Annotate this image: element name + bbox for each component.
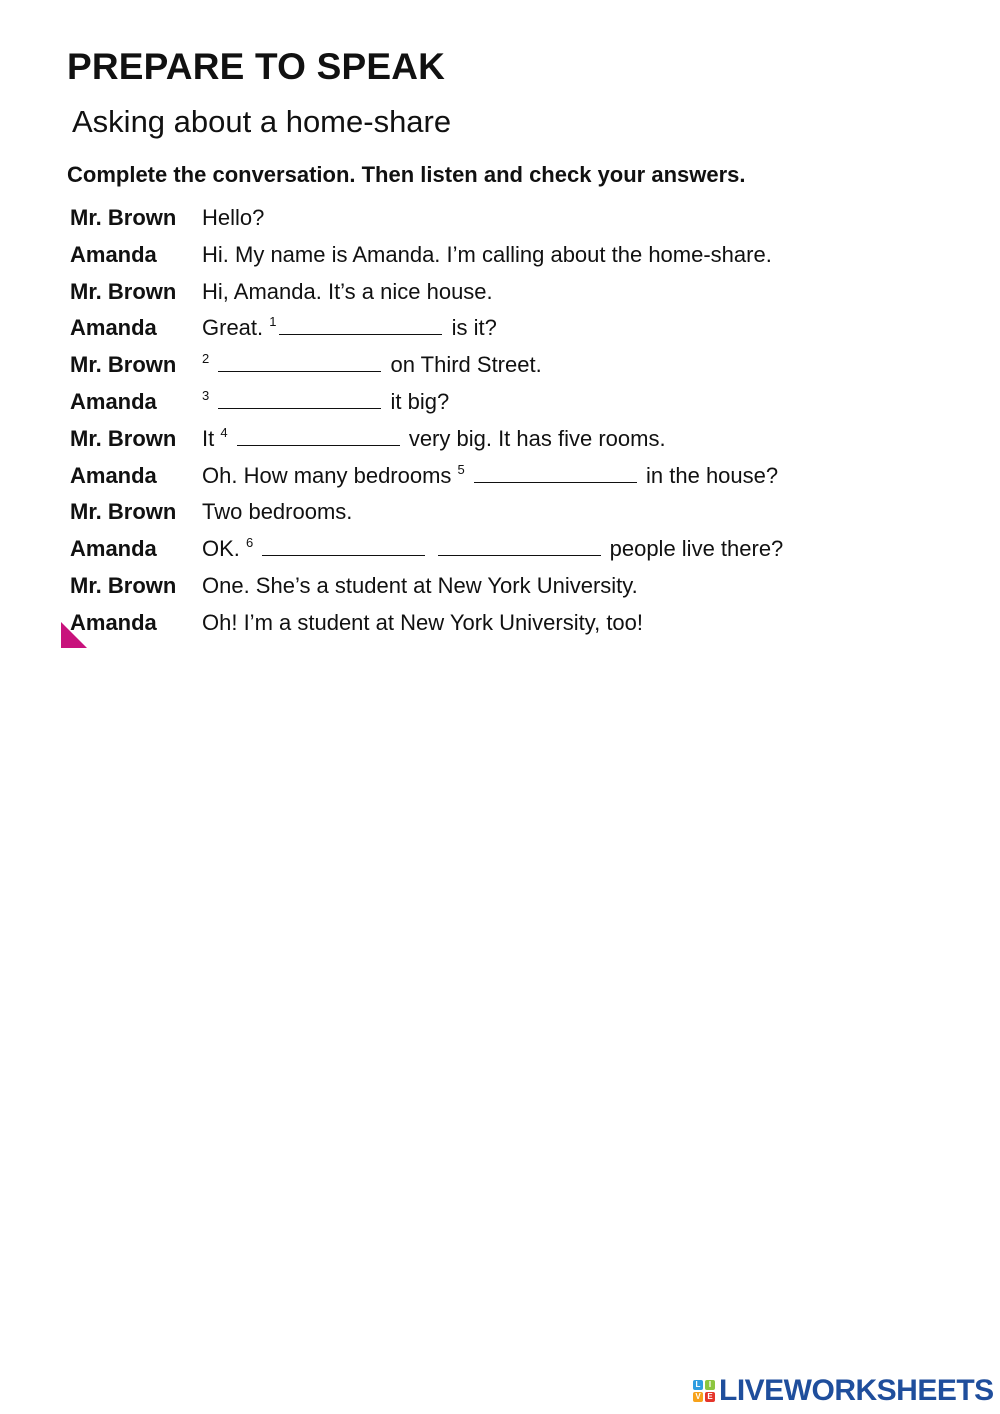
speech-fragment: It	[202, 425, 221, 451]
speaker-name: Mr. Brown	[70, 205, 177, 230]
speech-fragment	[228, 426, 234, 451]
answer-blank-1[interactable]	[279, 318, 442, 335]
dialogue-line	[70, 573, 950, 610]
gap-number: 2	[202, 351, 210, 367]
speech-text	[202, 463, 778, 489]
logo-grid-icon	[693, 1380, 715, 1402]
speaker-name: Mr. Brown	[70, 352, 177, 378]
speech-fragment: Hello?	[202, 205, 265, 230]
dialogue-line	[70, 242, 950, 279]
speaker-name: Mr. Brown	[70, 499, 177, 525]
speech-fragment	[209, 352, 215, 377]
speech-fragment: Hi. My name is Amanda. I’m calling about the home-share.	[202, 241, 772, 267]
gap-number: 3	[202, 387, 210, 403]
speech-fragment	[209, 389, 215, 414]
speech-text	[202, 499, 352, 525]
speaker-name: Amanda	[70, 462, 157, 488]
speech-fragment: Great.	[202, 315, 270, 341]
instruction-text: Complete the conversation. Then listen and check your answers.	[67, 162, 746, 187]
speaker-name: Amanda	[70, 315, 157, 341]
liveworksheets-logo	[693, 1374, 994, 1408]
speech-fragment: Oh! I’m a student at New York University, too!	[202, 609, 644, 635]
logo-square: L	[693, 1380, 703, 1390]
speaker-name: Amanda	[70, 241, 157, 267]
speech-fragment	[253, 536, 259, 561]
speech-text	[202, 426, 666, 452]
speech-text	[202, 536, 783, 562]
speech-fragment: is it?	[445, 315, 497, 341]
dialogue-line	[70, 279, 950, 316]
speech-fragment: Oh. How many bedrooms	[202, 462, 458, 488]
speaker-name: Mr. Brown	[70, 425, 177, 451]
answer-blank-4[interactable]	[237, 429, 400, 446]
speech-fragment: Hi, Amanda. It’s a nice house.	[202, 278, 493, 304]
speaker-name: Amanda	[70, 536, 157, 562]
answer-blank-7[interactable]	[438, 539, 601, 556]
dialogue-line	[70, 315, 950, 352]
dialogue-line	[70, 610, 950, 647]
logo-square: V	[693, 1392, 703, 1402]
speaker-name: Amanda	[70, 388, 157, 414]
speech-fragment: One. She’s a student at New York University.	[202, 572, 638, 598]
gap-number: 5	[457, 461, 465, 477]
gap-number: 4	[220, 424, 228, 440]
dialogue-line	[70, 536, 950, 573]
answer-blank-2[interactable]	[218, 355, 381, 372]
gap-number: 6	[246, 535, 254, 551]
dialogue-line	[70, 499, 950, 536]
answer-blank-5[interactable]	[474, 466, 637, 483]
speech-text	[202, 573, 638, 599]
speech-fragment: OK.	[202, 536, 247, 562]
speech-fragment	[428, 536, 434, 561]
answer-blank-3[interactable]	[218, 392, 381, 409]
page-marker-icon	[61, 622, 87, 648]
answer-blank-6[interactable]	[262, 539, 425, 556]
speech-text	[202, 610, 643, 636]
dialogue-line	[70, 426, 950, 463]
speech-text	[202, 242, 772, 268]
speech-text	[202, 315, 497, 341]
speech-fragment: it big?	[384, 388, 450, 414]
speech-text	[202, 389, 449, 415]
speech-text	[202, 279, 493, 305]
speaker-name: Amanda	[70, 609, 157, 635]
speech-fragment: Two bedrooms.	[202, 499, 353, 525]
logo-text: LIVEWORKSHEETS	[719, 1374, 994, 1407]
speech-fragment: very big. It has five rooms.	[402, 425, 666, 451]
speaker-name: Mr. Brown	[70, 278, 177, 304]
page-subtitle: Asking about a home-share	[72, 104, 452, 139]
speech-text	[202, 352, 542, 378]
logo-square: E	[705, 1392, 715, 1402]
page-title: PREPARE TO SPEAK	[67, 46, 446, 87]
dialogue-line	[70, 205, 950, 242]
dialogue-line	[70, 463, 950, 500]
dialogue-line	[70, 389, 950, 426]
dialogue-list	[70, 205, 950, 647]
logo-square: I	[705, 1380, 715, 1390]
speech-fragment	[465, 463, 471, 488]
gap-number: 1	[269, 314, 277, 330]
speech-fragment: in the house?	[639, 462, 779, 488]
dialogue-line	[70, 352, 950, 389]
speech-fragment: on Third Street.	[384, 352, 542, 378]
speech-text	[202, 205, 264, 231]
speaker-name: Mr. Brown	[70, 572, 177, 598]
speech-fragment: people live there?	[603, 536, 784, 562]
